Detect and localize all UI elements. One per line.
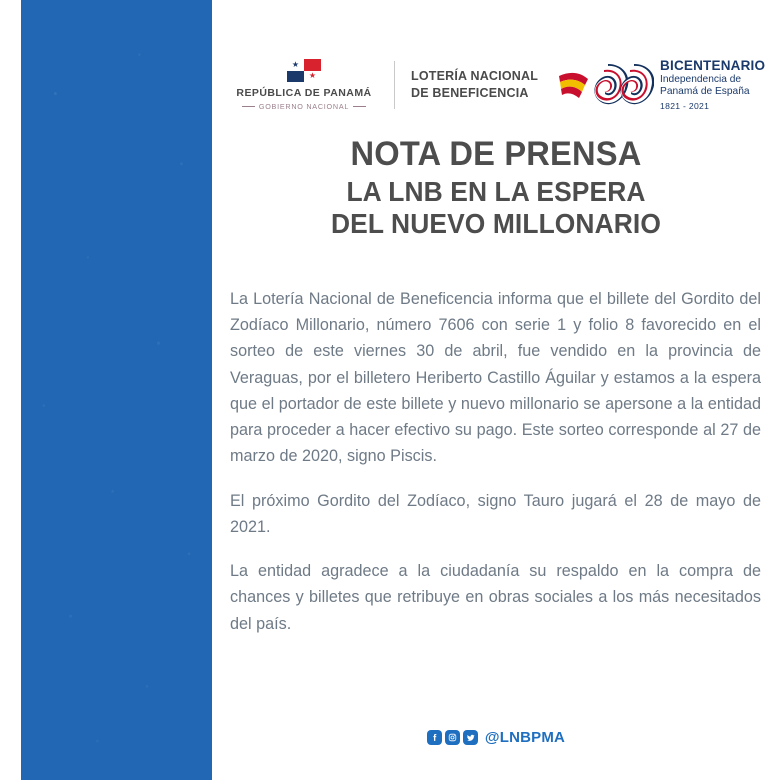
institution-name-line2: DE BENEFICENCIA <box>411 86 529 100</box>
government-lockup <box>230 59 392 111</box>
header-logo-strip <box>230 48 770 122</box>
panama-flag-icon: ★ ★ <box>287 59 321 82</box>
press-release-body <box>230 286 761 637</box>
page-title: NOTA DE PRENSA <box>350 135 642 173</box>
body-paragraph-3: La entidad agradece a la ciudadanía su respaldo en la compra de chances y billetes que retribuye en obras sociales a los más necesitados del país. <box>230 562 761 633</box>
bicentenario-lockup <box>558 59 765 111</box>
facebook-icon[interactable] <box>427 730 442 745</box>
institution-name <box>411 68 538 102</box>
left-blue-band <box>21 0 212 780</box>
instagram-icon[interactable] <box>445 730 460 745</box>
page-title-group <box>212 136 780 241</box>
dash-right-icon <box>353 106 366 107</box>
bicentenario-title: BICENTENARIO <box>660 58 766 74</box>
content-column <box>212 0 780 780</box>
government-subtitle: GOBIERNO NACIONAL <box>258 102 350 111</box>
body-paragraph-1: La Lotería Nacional de Beneficencia informa que el billete del Gordito del Zodíaco Millonario, número 7606 con serie 1 y folio 8 favorecido en el sorteo de este viernes 30 de abril, fue vendido en la provincia de Veraguas, por el billetero Heriberto Castillo Águilar y estamos a la espera que el portador de este billete y nuevo millonario se apersone a la entidad para proceder a hacer efectivo su pago. Este sorteo corresponde al 27 de marzo de 2020, signo Piscis. <box>230 290 761 466</box>
social-footer <box>212 729 780 746</box>
page-subtitle-line2: DEL NUEVO MILLONARIO <box>331 208 661 240</box>
bicentenario-subtitle-line2: Panamá de España <box>660 86 750 98</box>
bicentenario-subtitle-line1: Independencia de <box>660 73 742 85</box>
dash-left-icon <box>242 106 255 107</box>
twitter-icon[interactable] <box>463 730 478 745</box>
social-handle[interactable]: @LNBPMA <box>484 729 566 746</box>
government-subtitle-row <box>242 102 366 111</box>
page-subtitle-line1: LA LNB EN LA ESPERA <box>346 175 646 207</box>
header-divider <box>394 61 395 109</box>
bicentenario-ribbon-icon <box>558 60 654 110</box>
institution-name-line1: LOTERÍA NACIONAL <box>411 69 539 84</box>
bicentenario-text <box>660 59 765 111</box>
bicentenario-years: 1821 - 2021 <box>660 100 710 111</box>
government-name: REPÚBLICA DE PANAMÁ <box>236 87 372 99</box>
body-paragraph-2: El próximo Gordito del Zodíaco, signo Tauro jugará el 28 de mayo de 2021. <box>230 491 761 536</box>
